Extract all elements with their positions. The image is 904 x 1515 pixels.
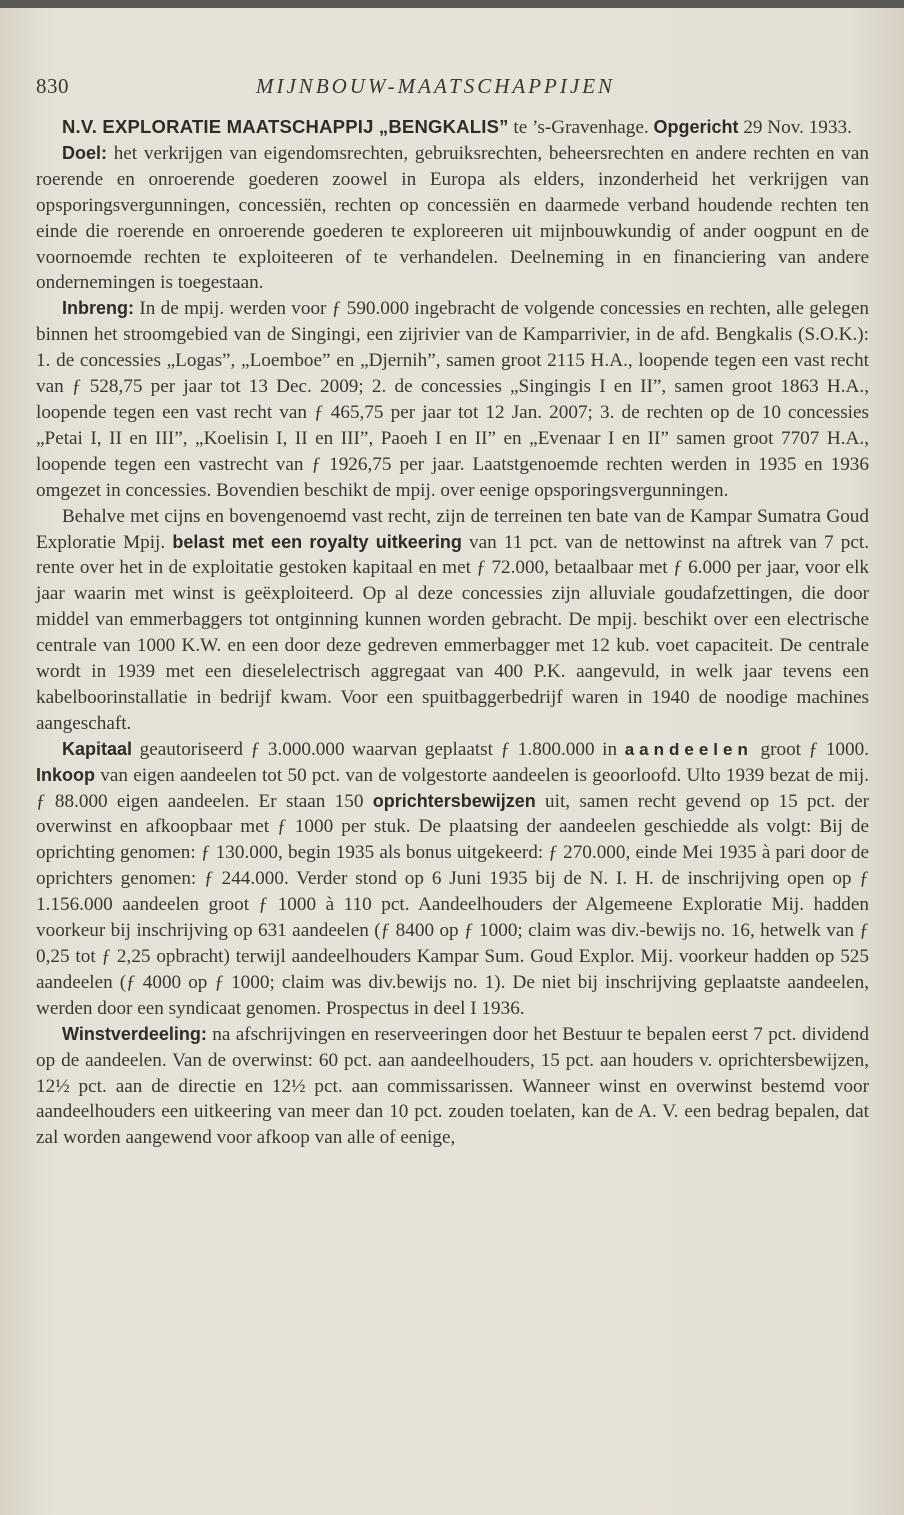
royalty-text-after: van 11 pct. van de nettowinst na aftrek van 7 pct. rente over het in de exploitatie gestoken kapitaal en met ƒ 72.000, betaalbaar met ƒ 6.000 per jaar, voor elk jaar waarin met winst is geëxploiteerd. Op al deze concessies zijn alluviale goudafzettingen, die door middel van emmerbaggers tot ontginning kunnen worden gebracht. De mpij. beschikt over een electrische centrale van 1000 K.W. en een door deze gedreven emmerbagger met 12 kub. voet capaciteit. De centrale wordt in 1939 met een dieselelectrisch aggregaat van 400 P.K. aangevuld, in welk jaar tevens een kabelboorinstallatie in bedrijf kwam. Voor een spuitbaggerbedrijf waren in 1940 de noodige machines aangeschaft. (36, 531, 869, 734)
doel-label: Doel: (62, 142, 107, 163)
intro-paragraph (36, 114, 869, 141)
founded-date: 29 Nov. 1933. (738, 117, 852, 138)
page-header (36, 70, 868, 104)
founded-label: Opgericht (653, 117, 739, 137)
winst-label: Winstverdeeling: (62, 1023, 207, 1044)
doel-paragraph (36, 141, 869, 296)
royalty-text-before: Behalve met cijns en bovengenoemd vast recht, zijn de terreinen ten bate van de Kampar Sumatra Goud Exploratie Mpij. (36, 505, 869, 553)
kapitaal-label: Kapitaal (62, 738, 133, 759)
page-number: 830 (36, 74, 69, 98)
article-body (36, 114, 869, 1151)
company-seat: te ’s-Gravenhage. (508, 117, 654, 138)
inbreng-text: In de mpij. werden voor ƒ 590.000 ingebracht de volgende concessies en rechten, alle gelegen binnen het stroomgebied van de Singingi, een zijrivier van de Kamparrivier, in de afd. Bengkalis (S.O.K.): 1. de concessies „Logas”, „Loemboe” en „Djernih”, samen groot 2115 H.A., loopende tegen een vast recht van ƒ 528,75 per jaar tot 13 Dec. 2009; 2. de concessies „Singingis I en II”, samen groot 1863 H.A., loopende tegen een vast recht van ƒ 465,75 per jaar tot 12 Jan. 2007; 3. de rechten op de 10 concessies „Petai I, II en III”, „Koelisin I, II en III”, Paoeh I en II” en „Evenaar I en II” samen groot 7707 H.A., loopende tegen een vastrecht van ƒ 1926,75 per jaar. Laatstgenoemde rechten werden in 1935 en 1936 omgezet in concessies. Bovendien beschikt de mpij. over eenige opsporingsvergunningen. (36, 298, 869, 501)
page-top-edge (0, 0, 904, 8)
kapitaal-paragraph (36, 737, 869, 1022)
company-name: N.V. EXPLORATIE MAATSCHAPPIJ „BENGKALIS” (62, 116, 509, 137)
kapitaal-text-3: van eigen aandeelen tot 50 pct. van de volgestorte aandeelen is geoorloofd. Ulto 1939 bezat de mij. ƒ 88.000 eigen aandeelen. Er staan 150 (36, 764, 869, 812)
doel-text: het verkrijgen van eigendomsrechten, gebruiksrechten, beheersrechten en andere rechten en van roerende en onroerende goederen zoowel in Europa als elders, inzonderheid het verkrijgen van opsporingsvergunningen, concessiën, rechten op concessiën en daarmede verband houdende rechten ten einde die roerende en onroerende goederen te exploreeren uit mijnbouwkundig of ander oogpunt en de voornoemde rechten te exploiteeren of te verhandelen. Deelneming in en financiering van andere ondernemingen is toegestaan. (36, 142, 869, 294)
inkoop-label: Inkoop (36, 764, 95, 785)
kapitaal-text-2: groot ƒ 1000. (752, 738, 869, 760)
running-head: MIJNBOUW-MAATSCHAPPIJEN (256, 74, 616, 98)
royalty-paragraph (36, 504, 869, 737)
oprichters-label: oprichtersbewijzen (372, 790, 536, 811)
kapitaal-text-4: uit, samen recht gevend op 15 pct. der overwinst en afkoopbaar met ƒ 1000 per stuk. De plaatsing der aandeelen geschiedde als volgt: Bij de oprichting genomen: ƒ 130.000, begin 1935 als bonus uitgekeerd: ƒ 270.000, einde Mei 1935 à pari door de oprichters genomen: ƒ 244.000. Verder stond op 6 Juni 1935 bij de N. I. H. de inschrijving open op ƒ 1.156.000 aandeelen groot ƒ 1000 à 110 pct. Aandeelhouders der Algemeene Exploratie Mij. hadden voorkeur bij inschrijving op 631 aandeelen (ƒ 8400 op ƒ 1000; claim was div.-bewijs no. 16, hetwelk van ƒ 0,25 tot ƒ 2,25 opbracht) terwijl aandeelhouders Kampar Sum. Goud Explor. Mij. voorkeur hadden op 525 aandeelen (ƒ 4000 op ƒ 1000; claim was div.bewijs no. 1). De niet bij inschrijving geplaatste aandeelen, werden door een syndicaat genomen. Prospectus in deel I 1936. (36, 790, 869, 1019)
inbreng-label: Inbreng: (62, 298, 134, 319)
inbreng-paragraph (36, 296, 869, 503)
kapitaal-text-1: geautoriseerd ƒ 3.000.000 waarvan geplaatst ƒ 1.800.000 in (132, 738, 625, 760)
royalty-bold: belast met een royalty uitkeering (172, 531, 462, 552)
aandeelen-spaced: aandeelen (624, 739, 753, 759)
winst-text: na afschrijvingen en reserveeringen door het Bestuur te bepalen eerst 7 pct. dividend op de aandeelen. Van de overwinst: 60 pct. aan aandeelhouders, 15 pct. aan houders v. oprichtersbewijzen, 12½ pct. aan de directie en 12½ pct. aan commissarissen. Wanneer winst en overwinst bestemd voor aandeelhouders een uitkeering van meer dan 10 pct. zouden toelaten, kan de A. V. een bedrag bepalen, dat zal worden aangewend voor afkoop van alle of eenige, (36, 1023, 869, 1149)
winst-paragraph (36, 1022, 869, 1152)
